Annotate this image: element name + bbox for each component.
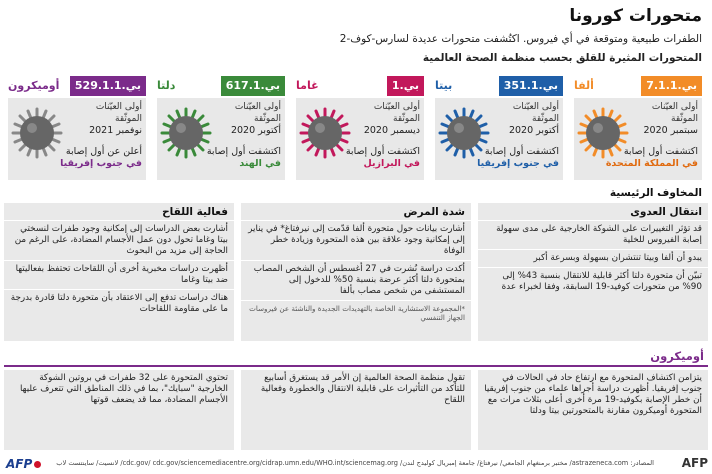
variant-name: غاما	[296, 79, 319, 92]
variant-date: نوفمبر 2021	[89, 125, 142, 136]
variant-code: بي.351.1	[499, 76, 563, 96]
page-title: متحورات كورونا	[569, 6, 702, 26]
variant-card-alpha	[574, 76, 702, 180]
risk-column-transmission	[478, 203, 708, 341]
first-case-label: اكتشفت أول إصابة	[345, 146, 420, 157]
omicron-paragraph: يتزامن اكتشاف المتحورة مع ارتفاع حاد في الحالات في جنوب إفريقيا. أظهرت دراسة أجراها علماء من جنوب إفريقيا أن خطر الإصابة بكوفيد-19 مرة أخرى أعلى بثلاث مرات مع المتحورة أوميكرون مقارنة بالمتحورتين بيتا ودلتا	[484, 373, 702, 416]
variant-date: أكتوبر 2020	[230, 125, 281, 136]
afp-dot-icon	[34, 461, 41, 468]
first-case-label: أعلن عن أول إصابة	[65, 146, 142, 157]
variant-country: في جنوب إفريقيا	[477, 158, 559, 169]
column-paragraph: تبيّن أن متحورة دلتا أكثر قابلية للانتقال بنسبة 43% إلى 90% من متحورات كوفيد-19 السابقة، وفقا لخبراء عدة	[478, 267, 708, 296]
omicron-divider	[4, 365, 708, 367]
column-paragraph: أشارت بعض الدراسات إلى إمكانية وجود طفرات لنسختي بيتا وغاما تحول دون عمل الأجسام المضادة، على الرغم من الحاجة إلى مزيد من البحوث	[4, 220, 234, 260]
virus-icon	[298, 106, 352, 160]
variants-section-label: المتحورات المثيرة للقلق بحسب منظمة الصحة العالمية	[422, 52, 702, 64]
variant-code: بي.529.1.1	[70, 76, 146, 96]
omicron-section-header	[0, 349, 712, 367]
variant-card-delta	[157, 76, 285, 180]
first-case-label: اكتشفت أول إصابة	[623, 146, 698, 157]
omicron-vaccine	[4, 370, 234, 450]
column-paragraph: يبدو أن ألفا وبيتا تنتشران بسهولة وبسرعة أكبر	[478, 249, 708, 267]
virus-icon	[576, 106, 630, 160]
page-subtitle: الطفرات طبيعية ومتوقعة في أي فيروس. اكتُشفت متحورات عديدة لسارس-كوف-2	[339, 33, 702, 45]
variant-detect-label: أولى العيّنات الموثّقة	[95, 102, 142, 124]
column-title: فعالية اللقاح	[162, 206, 228, 218]
column-footnote: *المجموعة الاستشارية الخاصة بالتهديدات الجديدة والناشئة عن فيروسات الجهاز التنفسي	[241, 300, 471, 325]
risk-column-severity	[241, 203, 471, 341]
variant-date: ديسمبر 2020	[363, 125, 420, 136]
variant-code: بي.1	[387, 76, 424, 96]
afp-logo-left	[6, 457, 41, 471]
variant-name: بيتا	[435, 79, 453, 92]
afp-watermark: AFP	[681, 456, 708, 470]
variant-country: في المملكة المتحدة	[605, 158, 698, 169]
variant-date: سبتمبر 2020	[643, 125, 698, 136]
first-case-label: اكتشفت أول إصابة	[206, 146, 281, 157]
omicron-paragraph: تحتوي المتحورة على 32 طفرات في بروتين الشوكة الخارجية "سبايك"، بما في ذلك المناطق التي تتعرف عليها الأجسام المضادة، مما قد يضعف قوتها	[19, 373, 228, 405]
variant-country: في جنوب إفريقيا	[60, 158, 142, 169]
column-paragraph: أكدت دراسة نُشرت في 27 أغسطس أن الشخص المصاب بمتحورة دلتا أكثر عرضة بنسبة 50% للدخول إلى المستشفى من شخص مصاب بألفا	[241, 260, 471, 300]
omicron-title: أوميكرون	[650, 349, 704, 363]
variant-detect-label: أولى العيّنات الموثّقة	[651, 102, 698, 124]
sources-text: المصادر: astrazeneca.com/ مختبر برمنغهام الجامعي/ نيرفتاغ/ جامعة إمبريال كوليدج لندن/ cdc.gov/ cdc.gov/sciencemediacentre.org/cidrap.umn.edu/WHO.int/sciencemag.org/ لانسيت/ ساينتست لاب	[56, 459, 654, 467]
virus-icon	[10, 106, 64, 160]
footer	[0, 455, 712, 474]
column-paragraph: أشارت بيانات حول متحورة ألفا قدّمت إلى نيرفتاغ* في يناير إلى إمكانية وجود علاقة بين هذه المتحورة وزيادة خطر الوفاة	[241, 220, 471, 260]
variant-country: في البرازيل	[363, 158, 420, 169]
variant-detect-label: أولى العيّنات الموثّقة	[234, 102, 281, 124]
variant-name: أوميكرون	[8, 79, 60, 92]
virus-icon	[159, 106, 213, 160]
variant-name: دلتا	[157, 79, 176, 92]
variant-card-omicron	[8, 76, 146, 180]
variant-code: بي.617.1	[221, 76, 285, 96]
variant-card-beta	[435, 76, 563, 180]
variant-date: أكتوبر 2020	[508, 125, 559, 136]
omicron-paragraph: تقول منظمة الصحة العالمية إن الأمر قد يستغرق أسابيع للتأكد من التأثيرات على قابلية الانتقال والخطورة وفعالية اللقاح	[260, 373, 465, 405]
virus-icon	[437, 106, 491, 160]
column-paragraph: هناك دراسات تدفع إلى الاعتقاد بأن متحورة دلتا قادرة بدرجة ما على مقاومة اللقاحات	[4, 289, 234, 318]
variant-code: بي.7.1.1	[641, 76, 702, 96]
column-title: شدة المرض	[403, 206, 465, 218]
column-title: انتقال العدوى	[630, 206, 702, 218]
variant-detect-label: أولى العيّنات الموثّقة	[512, 102, 559, 124]
variant-card-gamma	[296, 76, 424, 180]
variant-detect-label: أولى العيّنات الموثّقة	[373, 102, 420, 124]
risks-section-label: المخاوف الرئيسية	[609, 187, 702, 199]
variant-name: ألفا	[574, 79, 594, 92]
risk-column-vaccine	[4, 203, 234, 341]
omicron-severity	[241, 370, 471, 450]
variant-country: في الهند	[239, 158, 281, 169]
omicron-transmission	[478, 370, 708, 450]
first-case-label: اكتشفت أول إصابة	[484, 146, 559, 157]
column-paragraph: قد تؤثر التغييرات على الشوكة الخارجية على مدى سهولة إصابة الفيروس للخلية	[478, 220, 708, 249]
column-paragraph: أظهرت دراسات مخبرية أخرى أن اللقاحات تحتفظ بفعاليتها ضد بيتا وغاما	[4, 260, 234, 289]
afp-logo-text: AFP	[6, 457, 33, 471]
